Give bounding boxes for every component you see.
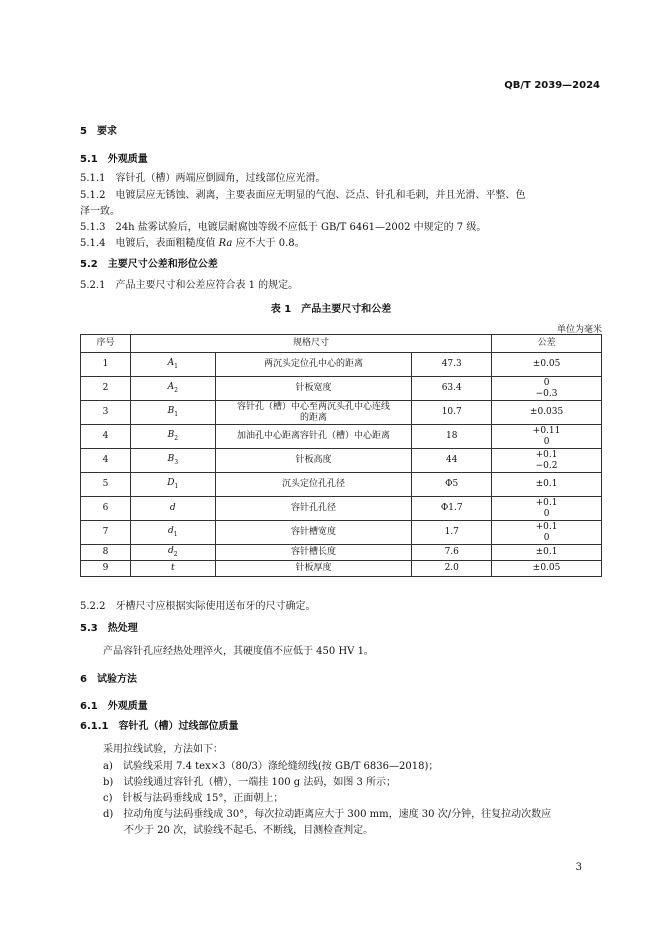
cell-symbol	[130, 449, 215, 473]
table-title: 表 1 产品主要尺寸和公差	[270, 304, 392, 315]
tolerance-value: 0	[543, 532, 550, 543]
table-row	[81, 561, 602, 577]
list-item: d) 拉动角度与法码垂线成 30°，每次拉动距离应大于 300 mm，速度 30 次/分钟，往复拉动次数应	[103, 809, 552, 820]
table-row	[81, 521, 602, 545]
dimension-table	[80, 334, 602, 577]
symbol-subscript: 2	[174, 434, 179, 442]
cell-seq: 3	[81, 401, 131, 425]
cell-description	[215, 521, 412, 545]
symbol-subscript: 1	[174, 410, 179, 418]
list-item: a) 试验线采用 7.4 tex×3（80/3）涤纶缝纫线(按 GB/T 6836—2018)；	[103, 761, 439, 772]
cell-symbol	[130, 425, 215, 449]
cell-seq: 6	[81, 497, 131, 521]
cell-description	[215, 473, 412, 497]
list-item: b) 试验线通过容针孔（槽），一端挂 100 g 法码，如图 3 所示；	[103, 777, 397, 788]
description-line: 沉头定位孔孔径	[282, 479, 346, 489]
cell-description	[215, 401, 412, 425]
cell-symbol	[130, 401, 215, 425]
description-line: 针板宽度	[295, 383, 332, 393]
cell-value: 7.6	[412, 545, 492, 561]
tolerance-value: ±0.1	[535, 479, 558, 489]
clause-5-2-2: 5.2.2 牙槽尺寸应根据实际使用送布牙的尺寸确定。	[80, 601, 316, 612]
cell-seq: 4	[81, 449, 131, 473]
cell-seq: 4	[81, 425, 131, 449]
section-6-1-heading: 6.1 外观质量	[80, 701, 148, 712]
tolerance-value: ±0.05	[532, 359, 561, 369]
symbol-letter: d	[168, 545, 174, 556]
clause-5-1-2-cont: 泽一致。	[80, 206, 120, 217]
cell-value: 2.0	[412, 561, 492, 577]
cell-tolerance	[492, 449, 602, 473]
cell-description	[215, 561, 412, 577]
symbol-letter: D	[167, 477, 175, 488]
table-row	[81, 473, 602, 497]
cell-seq: 5	[81, 473, 131, 497]
tolerance-value: −0.3	[535, 388, 558, 399]
table-row	[81, 377, 602, 401]
symbol-subscript: 3	[174, 458, 179, 466]
description-line: 针板高度	[295, 455, 332, 465]
cell-value: 10.7	[412, 401, 492, 425]
description-line: 加油孔中心距离容针孔（槽）中心距离	[237, 431, 391, 441]
cell-description	[215, 425, 412, 449]
cell-description	[215, 497, 412, 521]
cell-symbol	[130, 521, 215, 545]
clause-5-1-2: 5.1.2 电镀层应无锈蚀、剥离，主要表面应无明显的气泡、泛点、针孔和毛刺，并且光滑、平整、色	[80, 190, 526, 201]
cell-tolerance	[492, 545, 602, 561]
symbol-letter: t	[171, 563, 175, 573]
cell-description	[215, 449, 412, 473]
cell-tolerance	[492, 353, 602, 377]
cell-symbol	[130, 353, 215, 377]
cell-description	[215, 545, 412, 561]
cell-symbol	[130, 377, 215, 401]
section-5-3-heading: 5.3 热处理	[80, 623, 138, 634]
table-row	[81, 449, 602, 473]
tolerance-value: ±0.1	[535, 547, 558, 557]
cell-symbol	[130, 497, 215, 521]
tolerance-value: +0.1	[535, 449, 558, 460]
clause-5-2-1: 5.2.1 产品主要尺寸和公差应符合表 1 的规定。	[80, 280, 299, 291]
cell-tolerance	[492, 401, 602, 425]
clause-5-1-3: 5.1.3 24h 盐雾试验后，电镀层耐腐蚀等级不应低于 GB/T 6461—2002 中规定的 7 级。	[80, 222, 487, 233]
cell-seq: 9	[81, 561, 131, 577]
cell-description	[215, 377, 412, 401]
clause-5-1-1: 5.1.1 容针孔（槽）两端应倒圆角，过线部位应光滑。	[80, 173, 326, 184]
cell-symbol	[130, 561, 215, 577]
tolerance-value: +0.1	[535, 521, 558, 532]
table-row	[81, 497, 602, 521]
cell-tolerance	[492, 473, 602, 497]
tolerance-value: ±0.05	[532, 563, 561, 573]
cell-tolerance	[492, 521, 602, 545]
cell-tolerance	[492, 377, 602, 401]
symbol-subscript: 1	[173, 530, 178, 538]
description-line: 容针槽宽度	[291, 527, 337, 537]
cell-value: 18	[412, 425, 492, 449]
cell-tolerance	[492, 425, 602, 449]
cell-symbol	[130, 473, 215, 497]
section-5-heading: 5 要求	[80, 126, 117, 137]
section-5-1-heading: 5.1 外观质量	[80, 154, 148, 165]
symbol-letter: A	[167, 357, 175, 368]
symbol-letter: B	[167, 429, 175, 440]
description-line: 的距离	[300, 412, 328, 423]
cell-tolerance	[492, 561, 602, 577]
cell-symbol	[130, 545, 215, 561]
table-unit: 单位为毫米	[556, 325, 602, 335]
symbol-letter: d	[168, 525, 174, 536]
symbol-letter: A	[167, 381, 175, 392]
cell-value: 1.7	[412, 521, 492, 545]
cell-seq: 1	[81, 353, 131, 377]
cell-seq: 2	[81, 377, 131, 401]
table-body	[81, 353, 602, 577]
tolerance-value: +0.1	[535, 497, 558, 508]
tolerance-value: 0	[543, 436, 550, 447]
symbol-subscript: 2	[173, 550, 178, 558]
tolerance-value: 0	[543, 377, 550, 388]
clause-5-1-4: 5.1.4 电镀后，表面粗糙度值 Ra 应不大于 0.8。	[80, 238, 305, 249]
section-6-heading: 6 试验方法	[80, 674, 137, 685]
tolerance-value: ±0.035	[529, 407, 564, 417]
page-number: 3	[575, 862, 582, 873]
header-tol: 公差	[492, 335, 602, 353]
list-item: c) 针板与法码垂线成 15°，正面朝上；	[103, 793, 284, 804]
symbol-letter: B	[167, 453, 175, 464]
description-line: 容针槽长度	[291, 547, 337, 557]
tolerance-value: +0.11	[532, 425, 561, 436]
tolerance-value: −0.2	[535, 460, 558, 471]
header-spec: 规格尺寸	[130, 335, 491, 353]
symbol-letter: B	[167, 405, 175, 416]
cell-value: 47.3	[412, 353, 492, 377]
symbol-subscript: 2	[174, 386, 178, 394]
cell-seq: 7	[81, 521, 131, 545]
section-6-1-1-heading: 6.1.1 容针孔（槽）过线部位质量	[80, 721, 239, 732]
list-item-cont: 不少于 20 次，试验线不起毛、不断线，目测检查判定。	[124, 825, 374, 836]
cell-value: 63.4	[412, 377, 492, 401]
cell-description	[215, 353, 412, 377]
cell-seq: 8	[81, 545, 131, 561]
table-row	[81, 353, 602, 377]
header-seq: 序号	[81, 335, 131, 353]
table-row	[81, 425, 602, 449]
table-row	[81, 401, 602, 425]
cell-value: Φ1.7	[412, 497, 492, 521]
cell-value: 44	[412, 449, 492, 473]
section-5-2-heading: 5.2 主要尺寸公差和形位公差	[80, 259, 218, 270]
description-line: 容针孔孔径	[291, 503, 337, 513]
description-line: 针板厚度	[295, 563, 332, 573]
cell-tolerance	[492, 497, 602, 521]
tolerance-value: 0	[543, 508, 550, 519]
description-line: 两沉头定位孔中心的距离	[264, 359, 364, 369]
symbol-letter: d	[169, 503, 176, 513]
symbol-subscript: 1	[174, 362, 178, 370]
table-row	[81, 545, 602, 561]
description-line: 容针孔（槽）中心至两沉头孔中心连线	[237, 401, 391, 412]
symbol-subscript: 1	[174, 482, 179, 490]
document-code: QB/T 2039—2024	[504, 80, 600, 91]
clause-5-3-text: 产品容针孔应经热处理淬火，其硬度值不应低于 450 HV 1。	[103, 646, 374, 657]
test-intro: 采用拉线试验，方法如下：	[103, 744, 223, 755]
cell-value: Φ5	[412, 473, 492, 497]
